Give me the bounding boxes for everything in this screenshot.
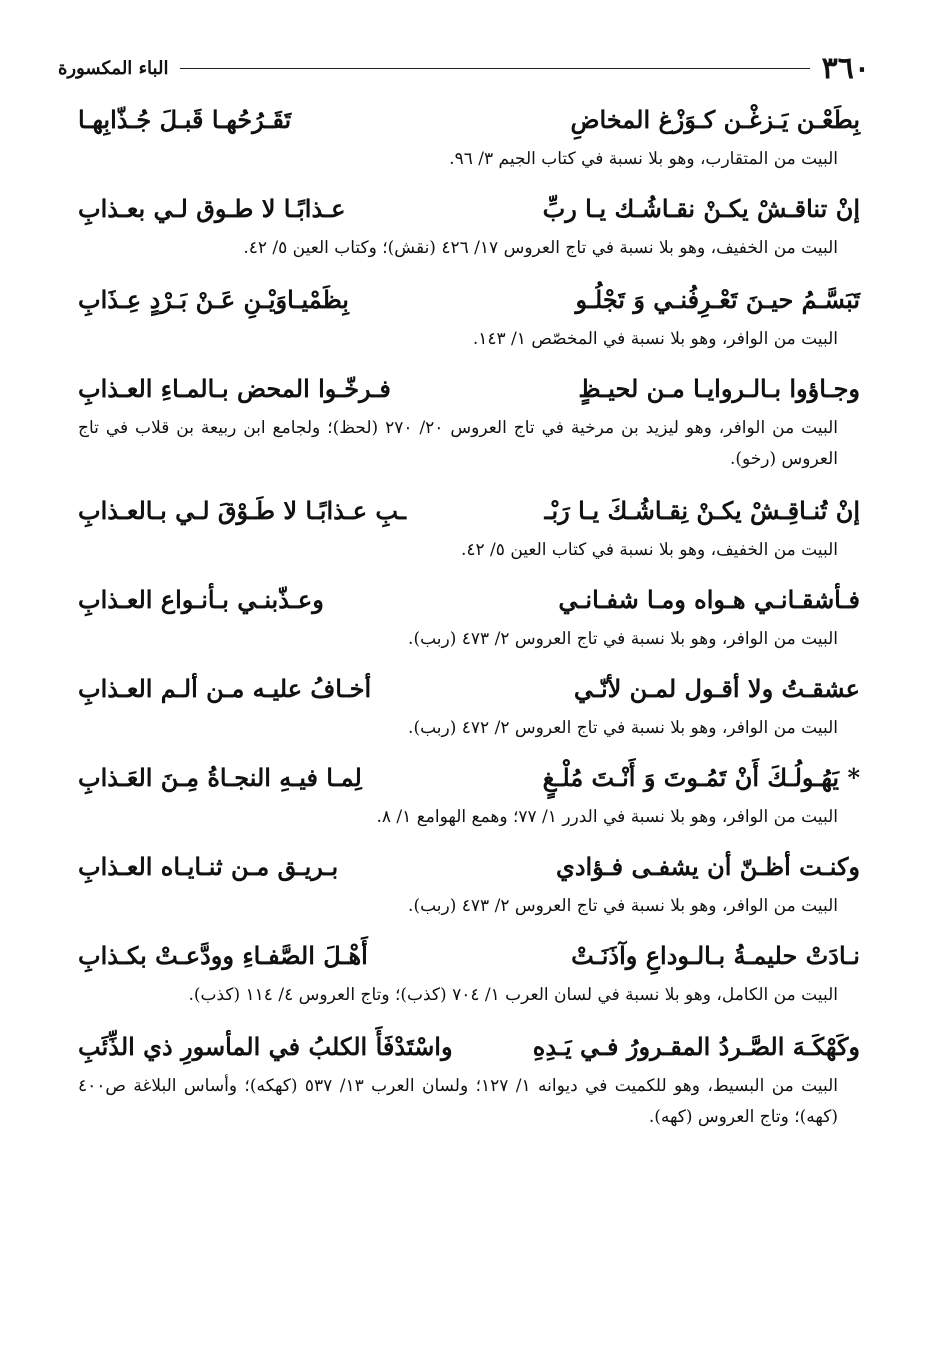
verse-source-note: البيت من البسيط، وهو للكميت في ديوانه ١/ ١٢٧؛ ولسان العرب ١٣/ ٥٣٧ (كهكه)؛ وأساس البلاغة ص٤٠٠ (كهه)؛ وتاج العروس (كهه). [78, 1076, 838, 1127]
verse-second-hemistich: بـريـق مـن ثنـايـاه العـذابِ [78, 852, 339, 881]
verse-first-hemistich: وجـاؤوا بـالـروايـا مـن لحيـظٍ [578, 374, 860, 403]
verse-second-hemistich: فـرخّـوا المحض بـالمـاءِ العـذابِ [78, 374, 391, 403]
verse-source-note: البيت من المتقارب، وهو بلا نسبة في كتاب الجيم ٣/ ٩٦. [449, 149, 838, 169]
verse-source-note: البيت من الوافر، وهو بلا نسبة في الدرر ١/ ٧٧؛ وهمع الهوامع ١/ ٨. [376, 807, 838, 827]
verse-first-hemistich: * يَهُـولُـكَ أَنْ تَمُـوتَ وَ أَنْـتَ مُلْـغٍ [542, 763, 860, 792]
verse-line [78, 665, 860, 713]
verse-line [78, 576, 860, 624]
verse-second-hemistich: بِظَمْيـاوَيْـنِ عَـنْ بَـرْدٍ عِـذَابِ [78, 285, 349, 314]
verse-source-note: البيت من الوافر، وهو بلا نسبة في تاج العروس ٢/ ٤٧٣ (ربب). [408, 629, 838, 649]
verse-source-note: البيت من الوافر، وهو بلا نسبة في تاج العروس ٢/ ٤٧٢ (ربب). [408, 718, 838, 738]
header-rule [180, 68, 809, 69]
verse-source-note: البيت من الكامل، وهو بلا نسبة في لسان العرب ١/ ٧٠٤ (كذب)؛ وتاج العروس ٤/ ١١٤ (كذب). [188, 985, 838, 1005]
running-title: الباء المكسورة [58, 57, 169, 79]
verse-second-hemistich: تَقَـرُحُهـا قَبـلَ جُـذّابِهـا [78, 105, 292, 134]
verse-first-hemistich: بِطَعْـن يَـزغْـن كـوَزْغ المخاضِ [570, 105, 860, 134]
verse-line [78, 487, 860, 535]
verse-entry [78, 843, 860, 922]
verse-second-hemistich: عـذابًـا لا طـوق لـي بعـذابِ [78, 194, 346, 223]
verse-entry [78, 576, 860, 655]
verse-first-hemistich: تَبَسَّـمُ حيـنَ تَعْـرِفُنـي وَ تَجْلُـو [575, 285, 860, 314]
verse-second-hemistich: لِمـا فيـهِ النجـاةُ مِـنَ العَـذابِ [78, 763, 362, 792]
verse-second-hemistich: أخـافُ عليـه مـن ألـم العـذابِ [78, 674, 372, 703]
verse-entry [78, 96, 860, 175]
verse-line [78, 843, 860, 891]
verse-first-hemistich: إنْ تُنـاقِـشْ يكـنْ نِقـاشُـكَ يـا رَبْـ [544, 496, 860, 525]
page-number: ٣٦٠ [821, 50, 870, 86]
verse-line [78, 1023, 860, 1071]
verse-source-note: البيت من الوافر، وهو بلا نسبة في المخصّص ١/ ١٤٣. [472, 329, 838, 349]
verse-entry [78, 754, 860, 833]
verse-first-hemistich: نـادَتْ حليمـةُ بـالـوداعِ وآذَنَـتْ [571, 941, 860, 970]
verse-entries [78, 96, 860, 1145]
verse-first-hemistich: فـأشقـانـي هـواه ومـا شفـانـي [558, 585, 860, 614]
verse-line [78, 932, 860, 980]
verse-first-hemistich: وكنـت أظـنّ أن يشفـى فـؤادي [556, 852, 860, 881]
verse-source-note: البيت من الخفيف، وهو بلا نسبة في تاج العروس ١٧/ ٤٢٦ (نقش)؛ وكتاب العين ٥/ ٤٢. [243, 238, 838, 258]
verse-line [78, 276, 860, 324]
verse-first-hemistich: وكَهْكَـهَ الصَّـردُ المقـرورُ فـي يَـدِهِ [532, 1032, 860, 1061]
verse-second-hemistich: واسْتَدْفَأَ الكلبُ في المأسورِ ذي الذِّئَبِ [78, 1032, 453, 1061]
verse-entry [78, 276, 860, 355]
verse-entry [78, 185, 860, 264]
verse-source-note: البيت من الخفيف، وهو بلا نسبة في كتاب العين ٥/ ٤٢. [460, 540, 838, 560]
verse-second-hemistich: أَهْـلَ الصَّفـاءِ وودَّعـتْ بكـذابِ [78, 941, 368, 970]
verse-entry [78, 365, 860, 475]
verse-second-hemistich: وعـذّبنـي بـأنـواع العـذابِ [78, 585, 324, 614]
verse-line [78, 365, 860, 413]
verse-entry [78, 665, 860, 744]
verse-line [78, 754, 860, 802]
verse-entry [78, 487, 860, 566]
verse-source-note: البيت من الوافر، وهو بلا نسبة في تاج العروس ٢/ ٤٧٣ (ربب). [408, 896, 838, 916]
verse-entry [78, 932, 860, 1011]
verse-source-note: البيت من الوافر، وهو ليزيد بن مرخية في تاج العروس ٢٠/ ٢٧٠ (لحظ)؛ ولجامع ابن ربيعة بن قلاب في تاج العروس (رخو). [78, 418, 838, 469]
verse-line [78, 96, 860, 144]
verse-entry [78, 1023, 860, 1133]
verse-line [78, 185, 860, 233]
page-header [58, 48, 870, 88]
verse-first-hemistich: عشقـتُ ولا أقـول لمـن لأنّـي [573, 674, 860, 703]
verse-second-hemistich: ـبِ عـذابًـا لا طَـوْقَ لـي بـالعـذابِ [78, 496, 407, 525]
verse-first-hemistich: إنْ تناقـشْ يكـنْ نقـاشُـك يـا ربِّ [542, 194, 860, 223]
